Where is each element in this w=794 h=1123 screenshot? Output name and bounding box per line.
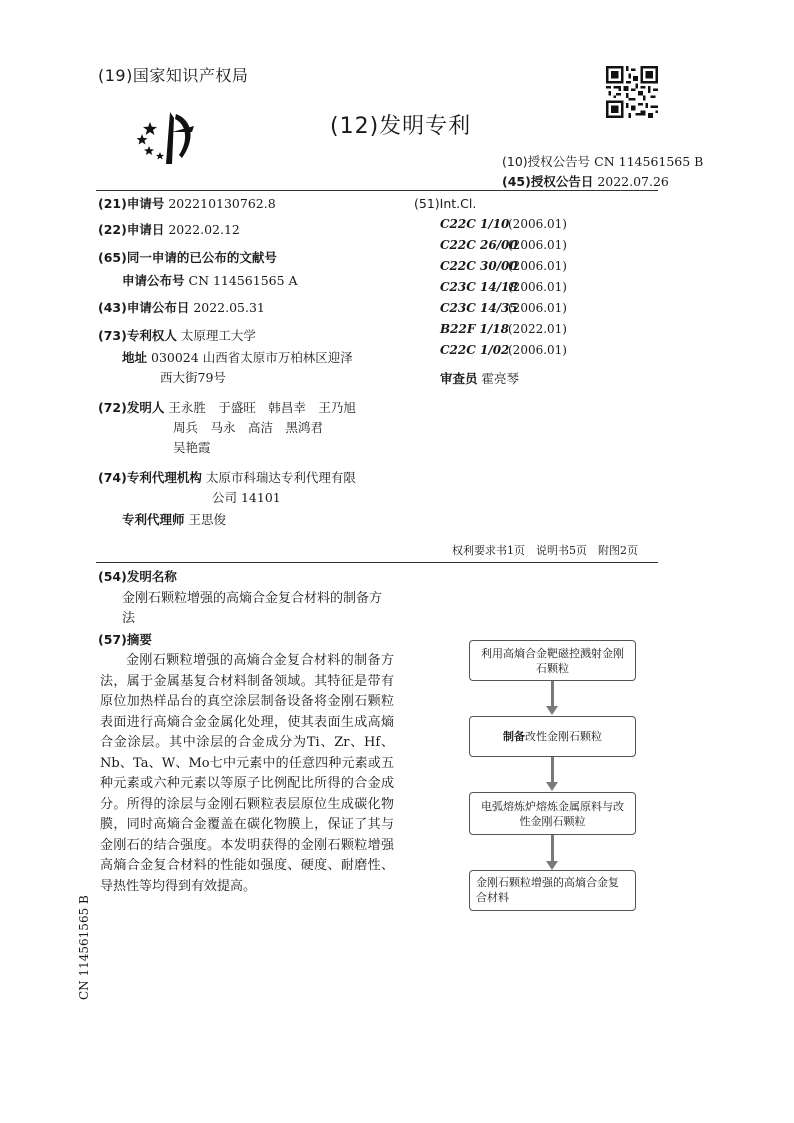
address-line1: 030024 山西省太原市万柏林区迎泽 [151, 350, 353, 365]
prior-publication-row [98, 248, 277, 268]
ipc-item: B22F 1/18(2022.01) [440, 322, 567, 336]
abstract-text: 金刚石颗粒增强的高熵合金复合材料的制备方法，属于金属基复合材料制备领域。其特征是带有原位加热样品台的真空涂层制备设备将金刚石颗粒表面进行高熵合金金属化处理，使其表面生成高熵合金涂层。其中涂层的合金成分为Ti、Zr、Hf、Nb、Ta、W、Mo七中元素中的任意四种元素或五种元素或六种元素以等原子比例配比所得的合金成分。所得的涂层与金刚石颗粒表层原位生成碳化物膜，同时高熵合金覆盖在碳化物膜上，保证了其与金刚石的结合强度。本发明获得的金刚石颗粒增强高熵合金复合材料的性能如强度、硬度、耐磨性、导热性等均得到有效提高。 [100, 653, 394, 894]
ipc-item: C22C 1/10(2006.01) [440, 217, 567, 231]
publication-number-label: 申请公布号 [122, 273, 185, 288]
document-type: (12)发明专利 [330, 114, 472, 139]
agent-label: 专利代理师 [122, 512, 185, 527]
issuing-office: (19)国家知识产权局 [98, 66, 249, 85]
inventors-row [98, 398, 356, 418]
grant-number: CN 114561565 B [594, 154, 704, 169]
arrow-down-icon [546, 782, 558, 791]
arrow-down-icon [546, 861, 558, 870]
page-count-info: 权利要求书1页 说明书5页 附图2页 [452, 544, 638, 557]
ipc-item: C22C 26/00(2006.01) [440, 238, 567, 252]
abstract-divider [96, 562, 658, 563]
application-number: 202210130762.8 [168, 196, 276, 211]
application-number-label: (21)申请号 [98, 196, 165, 211]
agency-row [98, 468, 356, 488]
abstract-section-label: (57)摘要 [98, 632, 152, 647]
publication-date: 2022.05.31 [193, 300, 265, 315]
flowchart-arrow [551, 835, 554, 863]
prior-publication-label: (65)同一申请的已公布的文献号 [98, 250, 277, 265]
patentee-label: (73)专利权人 [98, 328, 177, 343]
application-number-row [98, 194, 276, 214]
ipc-label: (51)Int.Cl. [414, 196, 477, 211]
flowchart-step-2-rest: 改性金刚石颗粒 [525, 730, 602, 743]
ipc-item: C22C 1/02(2006.01) [440, 343, 567, 357]
flowchart-step-1: 利用高熵合金靶磁控溅射金刚石颗粒 [469, 640, 636, 681]
qr-code-icon [606, 66, 658, 118]
ipc-list [440, 214, 567, 361]
flowchart-arrow [551, 681, 554, 708]
agent: 王思俊 [188, 512, 227, 527]
side-document-number: CN 114561565 B [77, 895, 91, 1000]
publication-number: CN 114561565 A [188, 273, 298, 288]
grant-date-label: (45)授权公告日 [502, 174, 594, 189]
grant-number-row [502, 152, 703, 170]
flowchart-step-4: 金刚石颗粒增强的高熵合金复合材料 [469, 870, 636, 911]
agency-line1: 太原市科瑞达专利代理有限 [205, 470, 356, 485]
inventors-line2: 周兵 马永 高洁 黑鸿君 [173, 420, 324, 435]
agency-label: (74)专利代理机构 [98, 470, 202, 485]
flowchart-step-2-bold: 制备 [503, 730, 525, 743]
inventors-line3: 吴艳霞 [173, 440, 211, 455]
address-label: 地址 [122, 350, 148, 365]
flowchart-step-2 [469, 716, 636, 757]
application-date: 2022.02.12 [168, 222, 240, 237]
inventors-line1: 王永胜 于盛旺 韩昌幸 王乃旭 [168, 400, 356, 415]
agency-line2: 公司 14101 [212, 490, 281, 505]
grant-date: 2022.07.26 [597, 174, 669, 189]
patentee-row [98, 326, 256, 346]
ipc-item: C23C 14/35(2006.01) [440, 301, 567, 315]
flowchart-arrow [551, 757, 554, 784]
arrow-down-icon [546, 706, 558, 715]
application-date-label: (22)申请日 [98, 222, 165, 237]
ipc-item: C22C 30/00(2006.01) [440, 259, 567, 273]
flowchart-step-3: 电弧熔炼炉熔炼金属原料与改性金刚石颗粒 [469, 792, 636, 835]
inventors-label: (72)发明人 [98, 400, 165, 415]
agent-row [122, 510, 226, 530]
application-date-row [98, 220, 240, 240]
examiner-label: 审查员 [440, 371, 478, 386]
cnipa-logo-icon [130, 108, 206, 168]
examiner-row [440, 369, 519, 389]
publication-date-row [98, 298, 265, 318]
address-line2: 西大街79号 [160, 370, 226, 385]
publication-number-row [122, 271, 298, 291]
header-divider [96, 190, 658, 191]
examiner: 霍亮琴 [481, 371, 520, 386]
ipc-item: C23C 14/18(2006.01) [440, 280, 567, 294]
patentee: 太原理工大学 [180, 328, 256, 343]
grant-date-row [502, 172, 669, 190]
title-section-label: (54)发明名称 [98, 569, 177, 584]
grant-number-label: (10)授权公告号 [502, 154, 591, 169]
address-row [122, 348, 353, 368]
invention-title: 金刚石颗粒增强的高熵合金复合材料的制备方法 [122, 591, 383, 626]
publication-date-label: (43)申请公布日 [98, 300, 190, 315]
